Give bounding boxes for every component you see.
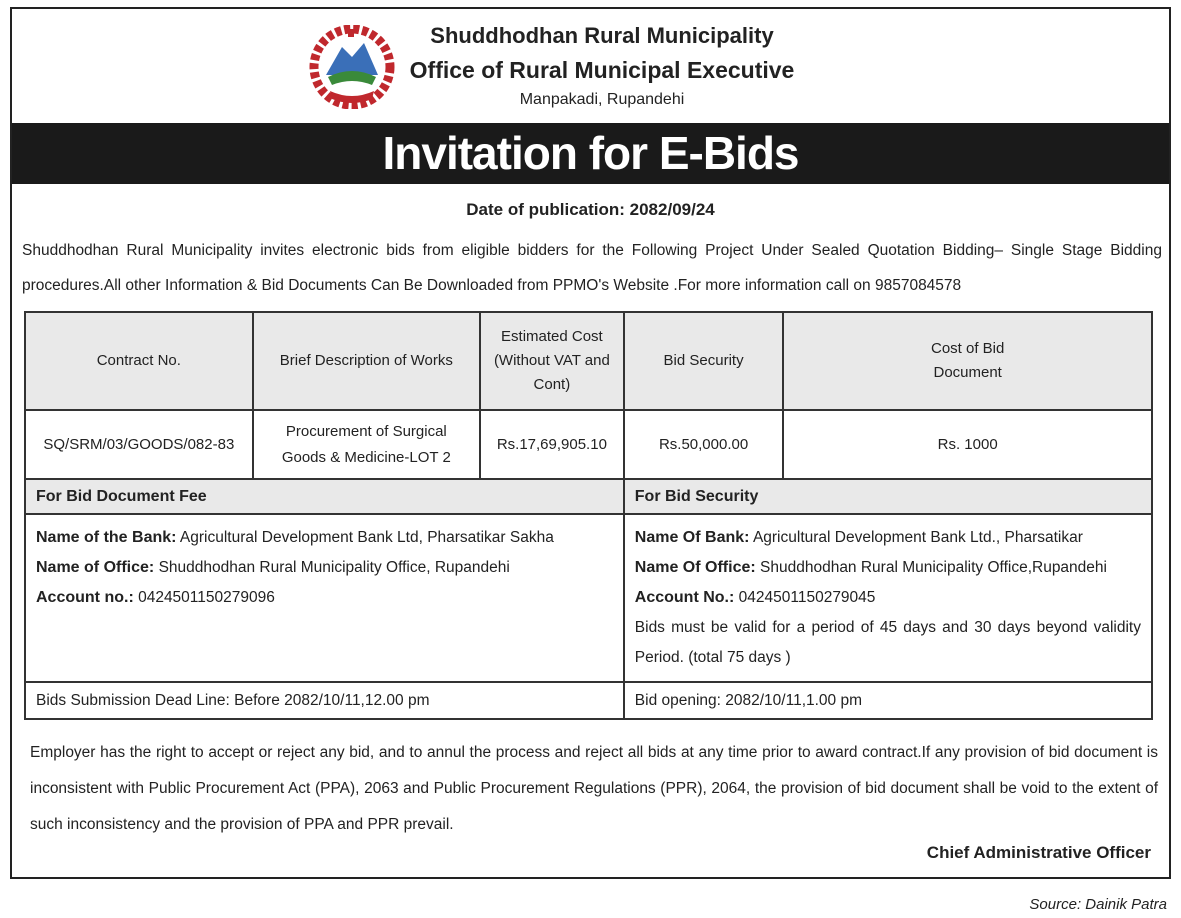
fee-office: Shuddhodhan Rural Municipality Office, Rupandehi — [158, 559, 510, 576]
bid-opening: Bid opening: 2082/10/11,1.00 pm — [624, 682, 1152, 719]
description: Procurement of Surgical Goods & Medicine-LOT 2 — [253, 410, 480, 479]
notice — [10, 7, 1171, 879]
security-bank-details — [624, 514, 1152, 682]
validity-note: Bids must be valid for a period of 45 days and 30 days beyond validity Period. (total 75 days ) — [634, 619, 1141, 666]
nepal-emblem-icon — [308, 25, 396, 109]
label: Name of Office: — [36, 559, 155, 576]
fee-bank: Agricultural Development Bank Ltd, Pharsatikar Sakha — [179, 529, 554, 546]
security-office: Shuddhodhan Rural Municipality Office,Rupandehi — [760, 559, 1107, 576]
security-account: 0424501150279045 — [738, 589, 876, 606]
header-contract-no: Contract No. — [25, 312, 253, 410]
bid-table — [24, 311, 1153, 720]
source-credit: Source: Dainik Patra — [1029, 896, 1167, 913]
label: Name of the Bank: — [36, 529, 177, 546]
table-row — [25, 410, 1152, 479]
label: Account No.: — [634, 589, 735, 606]
submission-deadline: Bids Submission Dead Line: Before 2082/10/11,12.00 pm — [25, 682, 624, 719]
signature: Chief Administrative Officer — [926, 843, 1151, 862]
fee-section-title: For Bid Document Fee — [25, 479, 624, 514]
section-header-row — [25, 479, 1152, 514]
fee-account: 0424501150279096 — [138, 589, 275, 606]
municipality-name: Shuddhodhan Rural Municipality — [430, 23, 774, 48]
intro-paragraph: Shuddhodhan Rural Municipality invites electronic bids from eligible bidders for the Following Project Under Sealed Quotation Bidding– Single Stage Bidding procedures.All other Information & Bid Documents Can Be Downloaded from PPMO's Website .For more information call on 9857084578 — [22, 242, 1162, 294]
bid-security: Rs.50,000.00 — [624, 410, 784, 479]
security-bank: Agricultural Development Bank Ltd., Pharsatikar — [752, 529, 1083, 546]
estimated-cost: Rs.17,69,905.10 — [480, 410, 624, 479]
header-estimated-cost: Estimated Cost (Without VAT and Cont) — [480, 312, 624, 410]
dates-row — [25, 682, 1152, 719]
contract-no: SQ/SRM/03/GOODS/082-83 — [25, 410, 253, 479]
office-name: Office of Rural Municipal Executive — [409, 57, 795, 83]
bank-details-row — [25, 514, 1152, 682]
cost-of-document: Rs. 1000 — [783, 410, 1152, 479]
header-cost-of-document: Cost of Bid Document — [783, 312, 1152, 410]
table-header-row — [25, 312, 1152, 410]
header-description: Brief Description of Works — [253, 312, 480, 410]
fee-bank-details — [25, 514, 624, 682]
office-address: Manpakadi, Rupandehi — [519, 91, 685, 108]
publication-date: Date of publication: 2082/09/24 — [466, 200, 715, 219]
terms-paragraph: Employer has the right to accept or reject any bid, and to annul the process and reject all bids at any time prior to award contract.If any provision of bid document is inconsistent with Public Procurement Act (PPA), 2063 and Public Procurement Regulations (PPR), 2064, the provision of bid document shall be void to the extent of such inconsistency and the provision of PPA and PPR prevail. — [30, 744, 1158, 833]
label: Account no.: — [36, 589, 134, 606]
label: Name Of Bank: — [634, 529, 750, 546]
notice-header — [12, 9, 1169, 123]
security-section-title: For Bid Security — [624, 479, 1152, 514]
notice-title: Invitation for E-Bids — [12, 123, 1169, 184]
header-bid-security: Bid Security — [624, 312, 784, 410]
label: Name Of Office: — [634, 559, 756, 576]
